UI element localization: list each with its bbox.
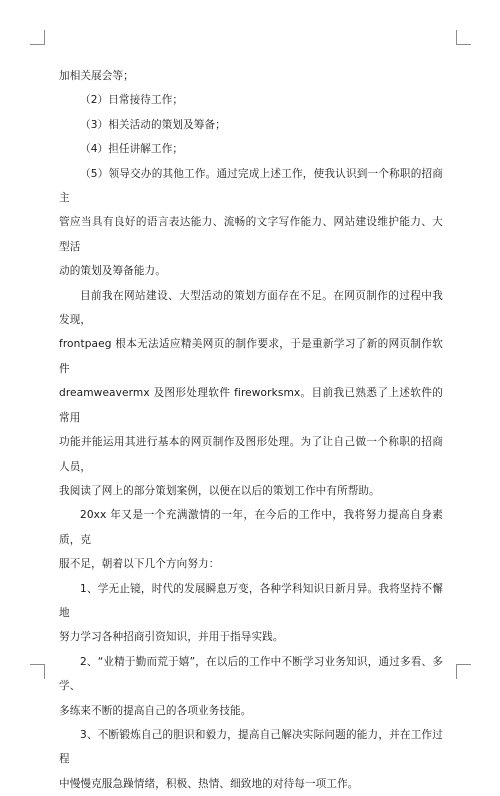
crop-mark-top-left — [30, 30, 45, 45]
paragraph-item-2: （2）日常接待工作； — [80, 94, 184, 107]
crop-mark-top-right — [456, 30, 471, 45]
paragraph-item-5: （5）领导交办的其他工作。通过完成上述工作，使我认识到一个称职的招商主 管应当具有良好的语言表达能力、流畅的文字写作能力、网站建设维护能力、大型活 动的策划及筹备能力。 — [59, 167, 443, 278]
paragraph-shortcomings: 目前我在网站建设、大型活动的策划方面存在不足。在网页制作的过程中我发现， frontpaeg 根本无法适应精美网页的制作要求，于是重新学习了新的网页制作软件 dreamweavermx 及图形处理软件 fireworksmx。目前我已熟悉了上述软件的常用 功能并能运用其进行基本的网页制作及图形处理。为了让自己做一个称职的招商人员， 我阅读了网上的部分策划案例，以便在以后的策划工作中有所帮助。 — [59, 289, 443, 497]
document-body — [59, 64, 443, 796]
paragraph-outlook: 20xx 年又是一个充满激情的一年，在今后的工作中，我将努力提高自身素质，克 服不足，朝着以下几个方向努力： — [59, 509, 443, 571]
paragraph-goal-1: 1、学无止镜，时代的发展瞬息万变，各种学科知识日新月异。我将坚持不懈地 努力学习各种招商引资知识，并用于指导实践。 — [59, 582, 443, 644]
paragraph-goal-2: 2、“业精于勤而荒于嬉”，在以后的工作中不断学习业务知识，通过多看、多学、 多练来不断的提高自己的各项业务技能。 — [59, 655, 443, 717]
crop-mark-bottom-right — [456, 664, 471, 679]
paragraph-goal-3: 3、不断锻炼自己的胆识和毅力，提高自己解决实际问题的能力，并在工作过程 中慢慢克服急躁情绪，积极、热情、细致地的对待每一项工作。 — [59, 728, 443, 790]
paragraph-item-4: （4）担任讲解工作； — [80, 143, 184, 156]
paragraph-continuation: 加相关展会等； — [59, 70, 134, 82]
paragraph-item-3: （3）相关活动的策划及筹备； — [80, 118, 226, 131]
crop-mark-bottom-left — [30, 664, 45, 679]
